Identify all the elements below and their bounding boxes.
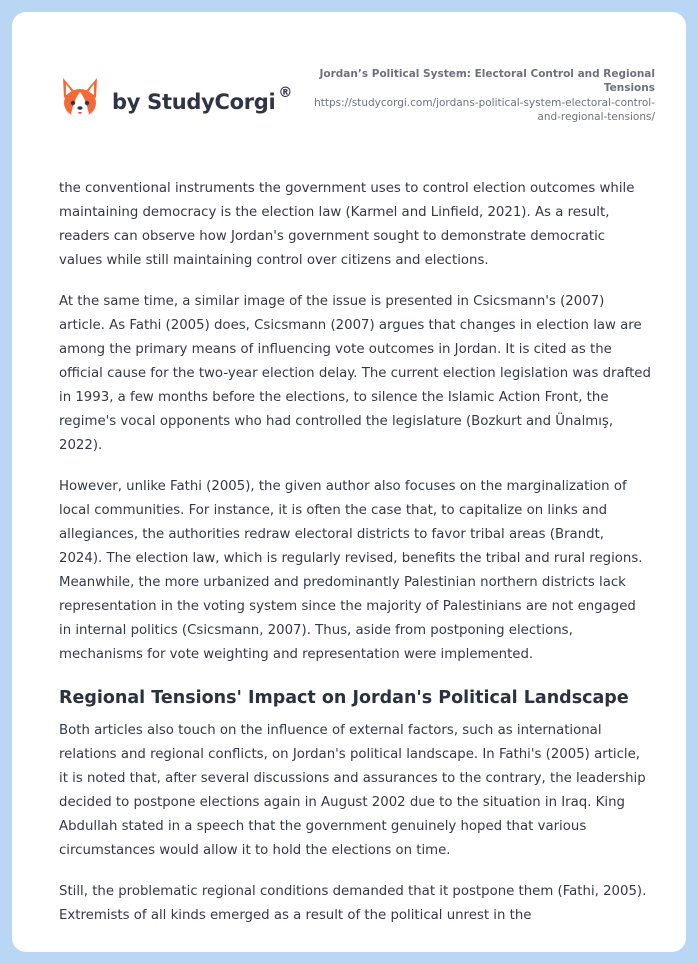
document-title: Jordan’s Political System: Electoral Control and Regional Tensions: [319, 68, 655, 94]
document-page: [12, 12, 686, 952]
studycorgi-logo[interactable]: [60, 76, 292, 120]
paragraph-5: Still, the problematic regional conditions demanded that it postpone them (Fathi, 2005). Extremists of all kinds emerged as a result of the political unrest in the: [59, 884, 647, 923]
paragraph-1: the conventional instruments the government uses to control election outcomes while maintaining democracy is the election law (Karmel and Linfield, 2021). As a result, readers can observe how Jordan's government sought to demonstrate democratic values while still maintaining control over citizens and elections.: [59, 181, 635, 268]
registered-mark: ®: [278, 84, 293, 101]
corgi-logo-icon: [60, 76, 100, 120]
paragraph-4: Both articles also touch on the influence of external factors, such as international relations and regional conflicts, on Jordan's political landscape. In Fathi's (2005) article, it is noted that, after several discussions and assurances to the contrary, the leadership decided to postpone elections again in August 2002 due to the situation in Iraq. King Abdullah stated in a speech that the government genuinely hoped that various circumstances would allow it to hold the elections on time.: [59, 723, 646, 858]
document-url[interactable]: https://studycorgi.com/jordans-political-system-electoral-control-and-regional-tensions/: [314, 97, 655, 123]
section-heading: Regional Tensions' Impact on Jordan's Political Landscape: [59, 688, 629, 708]
document-meta: [295, 67, 655, 124]
paragraph-3: However, unlike Fathi (2005), the given author also focuses on the marginalization of local communities. For instance, it is often the case that, to capitalize on links and allegiances, the authorities redraw electoral districts to favor tribal areas (Brandt, 2024). The election law, which is regularly revised, benefits the tribal and rural regions. Meanwhile, the more urbanized and predominantly Palestinian northern districts lack representation in the voting system since the majority of Palestinians are not engaged in internal politics (Csicsmann, 2007). Thus, aside from postponing elections, mechanisms for vote weighting and representation were implemented.: [59, 479, 643, 662]
paragraph-2: At the same time, a similar image of the issue is presented in Csicsmann's (2007) article. As Fathi (2005) does, Csicsmann (2007) argues that changes in election law are among the primary means of influencing vote outcomes in Jordan. It is cited as the official cause for the two-year election delay. The current election legislation was drafted in 1993, a few months before the elections, to silence the Islamic Action Front, the regime's vocal opponents who had controlled the legislature (Bozkurt and Ünalmış, 2022).: [59, 294, 651, 453]
brand-name: by StudyCorgi ®: [112, 84, 293, 114]
article-body: [59, 177, 651, 945]
